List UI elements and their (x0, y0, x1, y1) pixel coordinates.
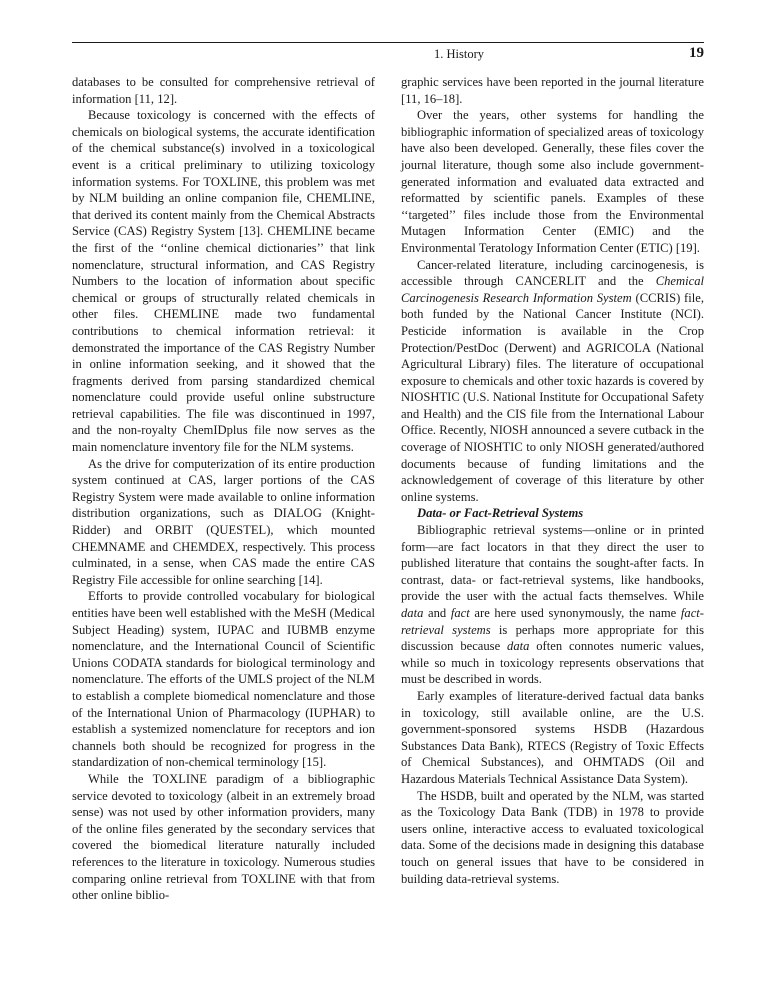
paragraph (401, 522, 704, 688)
paragraph: graphic services have been reported in the journal literature [11, 16–18]. (401, 75, 704, 106)
text-run: and (423, 606, 451, 620)
text-run: Bibliographic retrieval systems—online or in printed form—are fact locators in that they direct the user to published literature that contains the sought-after facts. In contrast, data- or fact-retrieval systems, like handbooks, provide the user with the actual facts themselves. While (401, 523, 704, 604)
paragraph: databases to be consulted for comprehensive retrieval of information [11, 12]. (72, 75, 375, 106)
italic-term: fact-retrieval systems (401, 606, 704, 637)
paragraph: Efforts to provide controlled vocabulary for biological entities have been well established with the MeSH (Medical Subject Heading) system, IUPAC and IUBMB enzyme nomenclature, and the International Council of Scientific Unions CODATA standards for biological terminology and nomenclature. The efforts of the UMLS project of the NLM to establish a complete biomedical nomenclature and those of the International Union of Pharmacology (IUPHAR) to establish a systemized nomenclature for receptors and ion channels both should be recognized for progress in the standardization of non-chemical terminology [15]. (72, 589, 375, 770)
text-run: often connotes numeric values, while so much in toxicology represents observations that must be described in words. (401, 639, 704, 687)
paragraph (401, 257, 704, 506)
text-run: is perhaps more appropriate for this discussion because (401, 622, 704, 654)
header-rule (72, 42, 704, 43)
italic-term: Chemical Carcinogenesis Research Information System (401, 274, 704, 305)
left-column (72, 74, 375, 904)
paragraph: As the drive for computerization of its entire production system continued at CAS, larger portions of the CAS Registry System were made available to online information distribution organizations, such as DIALOG (Knight-Ridder) and ORBIT (QUESTEL), which mounted CHEMNAME and CHEMDEX, respectively. This process culminated, in a sense, when CAS made the entire CAS Registry File accessible for online searching [14]. (72, 456, 375, 587)
italic-term: data (507, 639, 530, 654)
paragraph: Over the years, other systems for handling the bibliographic information of specialized areas of toxicology have also been developed. Generally, these files cover the journal literature, though some also include government-generated information and evaluated data extracted and reformatted by scientific panels. Examples of these ‘‘targeted’’ files include those from the Environmental Mutagen Information Center (EMIC) and the Environmental Teratology Information Center (ETIC) [19]. (401, 108, 704, 255)
text-run: (CCRIS) file, both funded by the National Cancer Institute (NCI). Pesticide information is available in the Crop Protection/PestDoc (Derwent) and AGRICOLA (National Agricultural Library) files. The literature of occupational exposure to chemicals and other toxic hazards is covered by NIOSHTIC (U.S. National Institute for Occupational Safety and Health) and the CIS file from the International Labour Office. Recently, NIOSH announced a severe cutback in the coverage of NIOSHTIC to only NIOSH generated/authored documents because of funding limitations and the acknowledgement of coverage of this literature by other online systems. (401, 290, 704, 504)
section-heading: Data- or Fact-Retrieval Systems (417, 506, 584, 521)
text-run: are here used synonymously, the name (469, 606, 681, 620)
text-run: Cancer-related literature, including carcinogenesis, is accessible through CANCERLIT and the (401, 257, 704, 289)
paragraph: While the TOXLINE paradigm of a bibliographic service devoted to toxicology (albeit in an extremely broad sense) was not used by other information providers, many of the online files generated by the secondary services that covered the biomedical literature naturally included references to the literature in toxicology. Numerous studies comparing online retrieval from TOXLINE with that from other online biblio- (72, 771, 375, 903)
right-column (401, 74, 704, 887)
paragraph: The HSDB, built and operated by the NLM, was started as the Toxicology Data Bank (TDB) in 1978 to provide users online, interactive access to evaluated toxicological data. Some of the decisions made in designing this database touch on general issues that have to be considered in building data-retrieval systems. (401, 788, 704, 886)
running-head (72, 45, 704, 63)
running-title: 1. History (434, 47, 484, 61)
paragraph: Early examples of literature-derived factual data banks in toxicology, still available online, are the U.S. government-sponsored systems HSDB (Hazardous Substances Data Bank), RTECS (Registry of Toxic Effects of Chemical Substances), and OHMTADS (Oil and Hazardous Materials Technical Assistance Data System). (401, 688, 704, 786)
paragraph: Because toxicology is concerned with the effects of chemicals on biological systems, the accurate identification of the chemical substance(s) involved in a toxicological event is a critical preliminary to utilizing toxicology information systems. For TOXLINE, this problem was met by NLM building an online companion file, CHEMLINE, that derived its content mainly from the Chemical Abstracts Service (CAS) Registry System [13]. CHEMLINE became the first of the ‘‘online chemical dictionaries’’ that link nomenclature, structural information, and CAS Registry Numbers to the location of information about specific chemical or groups of structurally related chemicals in other files. CHEMLINE made two fundamental contributions to chemical information retrieval: it demonstrated the importance of the CAS Registry Number in online information seeking, and it showed that the fragments derived from parsing standardized chemical nomenclature could provide useful online substructure retrieval capabilities. The file was discontinued in 1997, and the non-royalty ChemIDplus file now serves as the main nomenclature inventory file for the NLM systems. (72, 108, 375, 455)
page-number: 19 (689, 45, 704, 61)
italic-term: data (401, 606, 424, 620)
italic-term: fact (450, 606, 470, 620)
